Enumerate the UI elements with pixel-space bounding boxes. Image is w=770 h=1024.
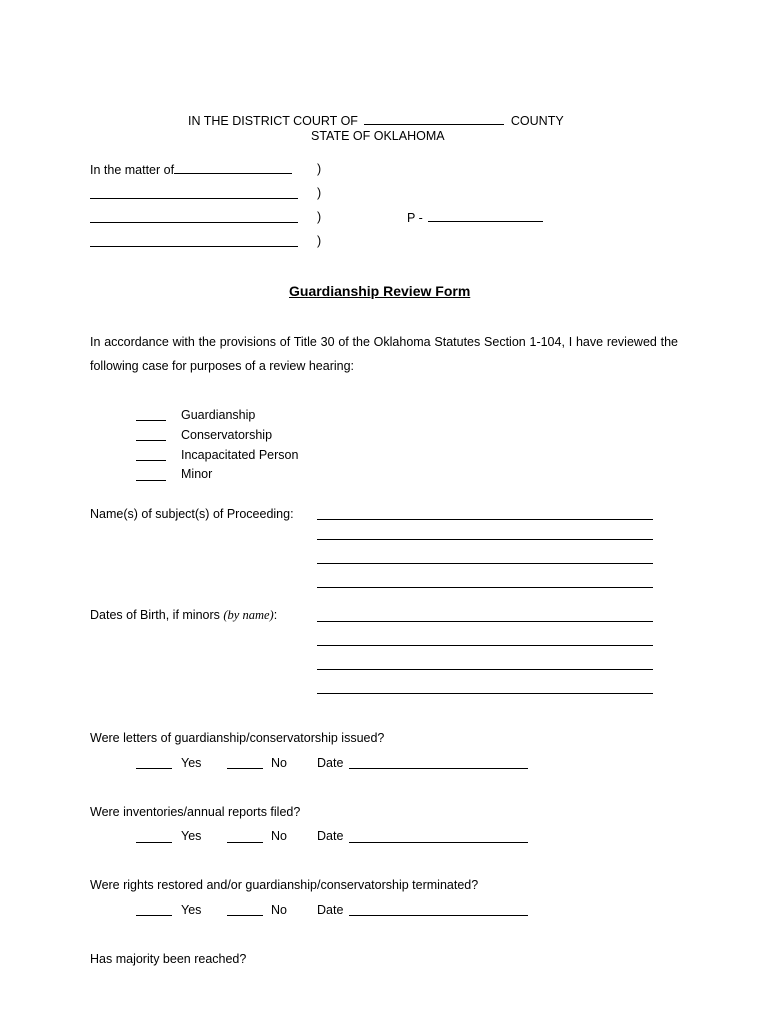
dob-label-line bbox=[90, 608, 277, 623]
case-type-label: Conservatorship bbox=[181, 428, 273, 442]
yes-check-field[interactable] bbox=[136, 842, 172, 843]
case-type-check-field[interactable] bbox=[136, 480, 166, 481]
dob-field[interactable] bbox=[317, 645, 653, 646]
intro-paragraph: In accordance with the provisions of Title 30 of the Oklahoma Statutes Section 1-104, I have reviewed the following case for purposes of a review hearing: bbox=[90, 335, 678, 373]
subject-name-field[interactable] bbox=[317, 563, 653, 564]
subject-name-field[interactable] bbox=[317, 587, 653, 588]
case-type-label: Guardianship bbox=[181, 408, 256, 422]
case-type-check-field[interactable] bbox=[136, 420, 166, 421]
date-field[interactable] bbox=[349, 842, 528, 843]
yes-label: Yes bbox=[181, 756, 202, 770]
dob-label: Dates of Birth, if minors bbox=[90, 608, 220, 622]
state-heading: STATE OF OKLAHOMA bbox=[311, 129, 445, 143]
dob-hint: (by name) bbox=[223, 608, 274, 622]
case-number-field[interactable] bbox=[428, 210, 543, 222]
no-label: No bbox=[271, 829, 287, 843]
court-heading bbox=[188, 113, 564, 128]
subjects-label: Name(s) of subject(s) of Proceeding: bbox=[90, 507, 294, 521]
form-title: Guardianship Review Form bbox=[289, 283, 471, 299]
no-check-field[interactable] bbox=[227, 842, 263, 843]
majority-question: Has majority been reached? bbox=[90, 952, 247, 966]
date-field[interactable] bbox=[349, 768, 528, 769]
question-text: Were rights restored and/or guardianship/conservatorship terminated? bbox=[90, 878, 479, 892]
dob-colon: : bbox=[273, 608, 278, 622]
matter-name-field-4[interactable] bbox=[90, 246, 298, 247]
case-type-check-field[interactable] bbox=[136, 460, 166, 461]
no-label: No bbox=[271, 756, 287, 770]
case-type-label: Minor bbox=[181, 467, 213, 481]
court-suffix: COUNTY bbox=[510, 114, 564, 128]
subject-name-field[interactable] bbox=[317, 539, 653, 540]
dob-field[interactable] bbox=[317, 693, 653, 694]
no-check-field[interactable] bbox=[227, 768, 263, 769]
yes-label: Yes bbox=[181, 829, 202, 843]
case-number-line bbox=[407, 210, 543, 225]
question-text: Were letters of guardianship/conservatorship issued? bbox=[90, 731, 385, 745]
matter-label: In the matter of bbox=[90, 163, 175, 177]
matter-name-field[interactable] bbox=[174, 162, 292, 174]
date-label: Date bbox=[317, 756, 344, 770]
case-type-check-field[interactable] bbox=[136, 440, 166, 441]
caption-paren: ) bbox=[317, 186, 322, 200]
question-text: Were inventories/annual reports filed? bbox=[90, 805, 301, 819]
yes-label: Yes bbox=[181, 903, 202, 917]
caption-paren: ) bbox=[317, 210, 322, 224]
date-label: Date bbox=[317, 903, 344, 917]
subject-name-field[interactable] bbox=[317, 519, 653, 520]
matter-line bbox=[90, 162, 292, 177]
yes-check-field[interactable] bbox=[136, 768, 172, 769]
dob-field[interactable] bbox=[317, 669, 653, 670]
case-prefix: P - bbox=[407, 211, 423, 225]
no-check-field[interactable] bbox=[227, 915, 263, 916]
dob-field[interactable] bbox=[317, 621, 653, 622]
case-type-label: Incapacitated Person bbox=[181, 448, 299, 462]
date-label: Date bbox=[317, 829, 344, 843]
yes-check-field[interactable] bbox=[136, 915, 172, 916]
caption-paren: ) bbox=[317, 162, 322, 176]
matter-name-field-2[interactable] bbox=[90, 198, 298, 199]
date-field[interactable] bbox=[349, 915, 528, 916]
matter-name-field-3[interactable] bbox=[90, 222, 298, 223]
county-name-field[interactable] bbox=[364, 113, 504, 125]
caption-paren: ) bbox=[317, 234, 322, 248]
no-label: No bbox=[271, 903, 287, 917]
court-prefix: IN THE DISTRICT COURT OF bbox=[188, 114, 358, 128]
